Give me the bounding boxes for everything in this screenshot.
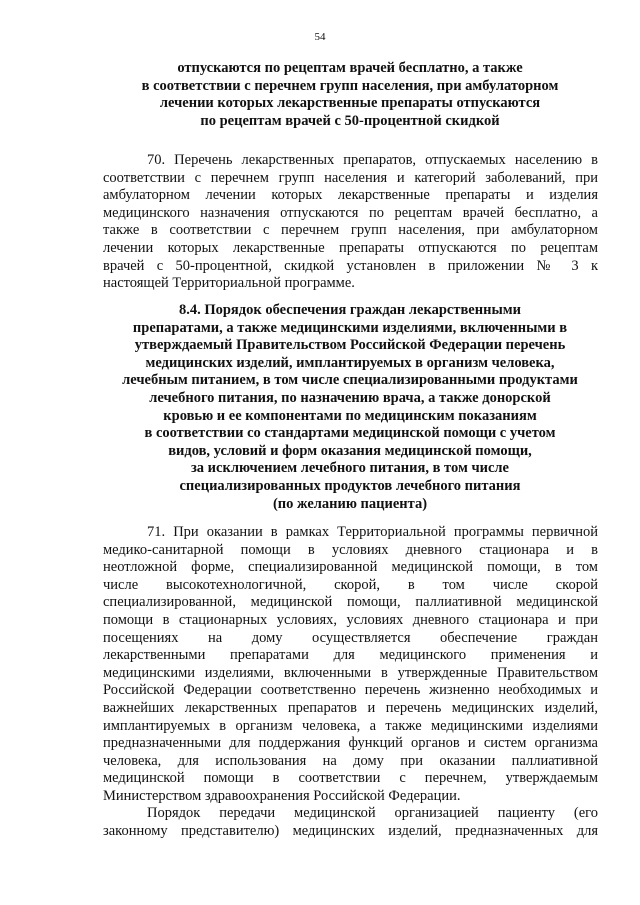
paragraph-line: лекарственными препаратами для медицинского применения и (103, 647, 598, 664)
heading-line: медицинских изделий, имплантируемых в организм человека, (145, 354, 555, 371)
heading-line: кровью и ее компонентами по медицинским показаниям (163, 407, 537, 424)
heading-line: лечении которых лекарственные препараты отпускаются (159, 95, 541, 112)
heading-line: видов, условий и форм оказания медицинской помощи, (168, 442, 532, 459)
paragraph-line: настоящей Территориальной программе. (103, 275, 355, 292)
heading-line: отпускаются по рецептам врачей бесплатно, а также (177, 60, 523, 76)
paragraph-line: медицинской помощи в соответствии с перечнем, утверждаемым (103, 770, 598, 787)
paragraph-line: посещениях на дому осуществляется обеспечение граждан (103, 629, 598, 646)
paragraph-line: медицинскими изделиями, включенными в утвержденные Правительством (103, 664, 598, 681)
heading-line: специализированных продуктов лечебного питания (179, 477, 521, 494)
paragraph-line: Российской Федерации соответственно перечень жизненно необходимых и (103, 682, 598, 699)
paragraph-order (103, 805, 598, 840)
page-number: 54 (314, 31, 326, 43)
heading-line: 8.4. Порядок обеспечения граждан лекарственными (178, 302, 522, 318)
heading-line: препаратами, а также медицинскими изделиями, включенными в (132, 319, 568, 336)
paragraph-line: врачей с 50-процентной, скидкой установлен в приложении № 3 к (103, 257, 598, 274)
heading-line: лечебного питания, по назначению врача, а также донорской (149, 389, 551, 406)
paragraph-line: помощи в стационарных условиях, условиях дневного стационара и при (103, 611, 598, 628)
heading-line: в соответствии со стандартами медицинской помощи с учетом (144, 425, 556, 442)
paragraph-line: специализированной, медицинской помощи, паллиативной медицинской (103, 594, 598, 611)
paragraph-line: 71. При оказании в рамках Территориальной программы первичной (147, 524, 598, 540)
heading-line: в соответствии с перечнем групп населения, при амбулаторном (141, 77, 559, 94)
paragraph-line: неотложной форме, специализированной медицинской помощи, в том (103, 559, 598, 576)
heading-line: утверждаемый Правительством Российской Федерации перечень (134, 337, 566, 354)
paragraph-line: имплантируемых в организм человека, а также медицинскими изделиями (103, 717, 598, 734)
heading-line: лечебным питанием, в том числе специализированными продуктами (122, 372, 578, 389)
heading-line: по рецептам врачей с 50-процентной скидкой (200, 112, 500, 129)
heading-drug-groups (102, 60, 598, 130)
paragraph-line: медицинского назначения отпускаются по рецептам врачей бесплатно, а (103, 204, 598, 221)
paragraph-line: человека, для использования на дому при оказании паллиативной (103, 752, 598, 769)
paragraph-line: предназначенными для поддержания функций органов и систем организма (103, 735, 598, 752)
paragraph-71 (103, 524, 598, 806)
section-8-4-heading (102, 302, 598, 513)
paragraph-line: законному представителю) медицинских изделий, предназначенных для (103, 822, 598, 839)
paragraph-line: амбулаторном лечении которых лекарственные препараты и изделия (103, 187, 598, 204)
paragraph-line: медико-санитарной помощи в условиях дневного стационара и в (103, 541, 598, 558)
paragraph-line: важнейших лекарственных препаратов и перечень медицинских изделий, (103, 699, 598, 716)
paragraph-line: Порядок передачи медицинской организацией пациенту (его (147, 805, 598, 821)
heading-line: (по желанию пациента) (272, 495, 428, 512)
paragraph-line: числе высокотехнологичной, скорой, в том числе скорой (103, 576, 598, 593)
paragraph-70 (103, 152, 598, 293)
paragraph-line: Министерством здравоохранения Российской Федерации. (103, 787, 461, 804)
paragraph-line: также в соответствии с перечнем групп населения, при амбулаторном (103, 222, 598, 239)
paragraph-line: 70. Перечень лекарственных препаратов, отпускаемых населению в (147, 152, 598, 168)
heading-line: за исключением лечебного питания, в том числе (190, 460, 509, 477)
paragraph-line: соответствии с перечнем групп населения и категорий заболеваний, при (103, 169, 598, 186)
paragraph-line: лечении которых лекарственные препараты отпускаются по рецептам (103, 239, 598, 256)
